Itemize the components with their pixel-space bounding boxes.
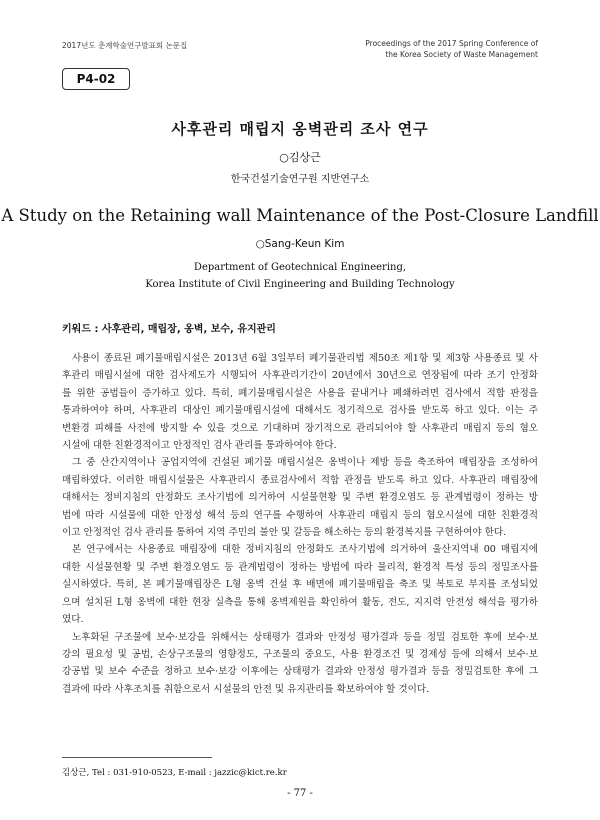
text-line: 강의 필요성 및 공법, 손상구조물의 영향정도, 구조물의 중요도, 사용 환경조건 및 경제성 등에 의해서 보수·보 [62, 648, 538, 660]
text-line: 를 위한 공법들이 증가하고 있다. 특히, 폐기물매립시설은 사용을 끝내거나 폐쇄하려면 검사에서 적합 판정을 [62, 387, 538, 399]
text-line: 강공법 및 보수 수준을 정하고 보수·보강 이후에는 상태평가 결과와 안정성 평가결과 등을 정밀검토한 후에 그 [62, 666, 538, 678]
text-line: 매립하였다. 이러한 매립시설물은 사후관리시 종료검사에서 적합 관정을 받도록 하고 있다. 사후관리 매립장에 [62, 474, 538, 486]
text-line: 본 연구에서는 사용종료 매립장에 대한 정비지침의 안정화도 조사기법에 의거하여 울산지역내 00 매립지에 [72, 544, 538, 556]
text-line: 결과에 따라 사후조치를 취함으로서 시설물의 안전 및 유지관리를 확보하여야 할 것이다. [62, 683, 430, 695]
text-line: 였다. [62, 614, 84, 626]
text-line: 그 중 산간지역이나 공업지역에 건설된 폐기물 매립시설은 옹벽이나 제방 등을 축조하여 매립장을 조성하여 [72, 457, 538, 469]
text-line: 실시하였다. 특히, 본 폐기물매립장은 L형 옹벽 건설 후 배면에 폐기물매립을 축조 및 복토로 부지를 조성되었 [62, 579, 538, 591]
text-line: 이고 안정적인 검사 관리를 통하여 지역 주민의 불안 및 갈등을 해소하는 등의 환경복지를 구현하여야 한다. [62, 527, 507, 539]
text-line: 시설에 대한 친환경적이고 안정적인 검사 관리를 통과하여야 한다. [62, 440, 337, 452]
text-line: 사용이 종료된 폐기물매립시설은 2013년 6월 3일부터 폐기물관리법 제50조 제1항 및 제3항 사용종료 및 사 [72, 353, 538, 364]
paragraph [62, 629, 538, 699]
paragraph [62, 454, 538, 541]
text-line: 후관리 매립시설에 대한 검사제도가 시행되어 사후관리기간이 20년에서 30년으로 연장됨에 따라 조기 안정화 [62, 370, 538, 382]
running-header-right [365, 38, 538, 60]
keywords: 키워드 : 사후관리, 매립장, 옹벽, 보수, 유지관리 [62, 324, 276, 335]
text-line: 대해서는 정비지침의 안정화도 조사기법에 의거하여 시설물현황 및 주변 환경오염도 등 관계법령이 정하는 방 [62, 492, 538, 504]
text-line: 변환경 피해를 사전에 방지할 수 있을 것으로 기대하며 장기적으로 관리되어야 할 사후관리 매립지 등의 혐오 [62, 422, 538, 434]
korean-title: 사후관리 매립지 옹벽관리 조사 연구 [171, 120, 429, 138]
footnote-divider [62, 757, 212, 758]
english-department: Department of Geotechnical Engineering, [193, 262, 407, 273]
paper-code-badge: P4-02 [62, 68, 130, 90]
text-line: 노후화된 구조물에 보수·보강을 위해서는 상태평가 결과와 안정성 평가결과 등을 정밀 검토한 후에 보수·보 [72, 631, 538, 643]
header-right-line2: the Korea Society of Waste Management [385, 50, 538, 59]
header-right-line1: Proceedings of the 2017 Spring Conference of [365, 39, 538, 48]
running-header-left: 2017년도 춘계학술연구발표회 논문집 [62, 41, 188, 50]
text-line: 대한 시설물현황 및 주변 환경오염도 등 관계법령이 정하는 방법에 따라 물리적, 환경적 특성 등의 정밀조사를 [62, 561, 538, 573]
english-author: ○Sang-Keun Kim [255, 238, 345, 250]
korean-author: ○김상근 [279, 151, 321, 164]
paragraph [62, 541, 538, 628]
text-line: 법에 따라 시설물에 대한 안정성 해석 등의 연구를 수행하여 사후관리 매립지 등의 혐오시설에 대한 친환경적 [62, 509, 538, 521]
english-institute: Korea Institute of Civil Engineering and Building Technology [145, 279, 455, 290]
paragraph [62, 350, 538, 454]
text-line: 으며 설치된 L형 옹벽에 대한 현장 실측을 통해 옹벽제원을 확인하여 활동, 전도, 지지력 안전성 해석을 평가하 [62, 596, 538, 608]
page-number: - 77 - [287, 788, 313, 799]
korean-affiliation: 한국건설기술연구원 지반연구소 [230, 174, 370, 185]
english-title: A Study on the Retaining wall Maintenance of the Post-Closure Landfill [1, 206, 599, 225]
body-text [62, 350, 538, 698]
footnote: 김상근, Tel : 031-910-0523, E-mail : jazzic@kict.re.kr [62, 768, 287, 778]
text-line: 통과하여야 하며, 사후관리 대상인 폐기물매립시설에 대해서도 정기적으로 검사를 받도록 하고 있다. 이는 주 [62, 405, 538, 417]
